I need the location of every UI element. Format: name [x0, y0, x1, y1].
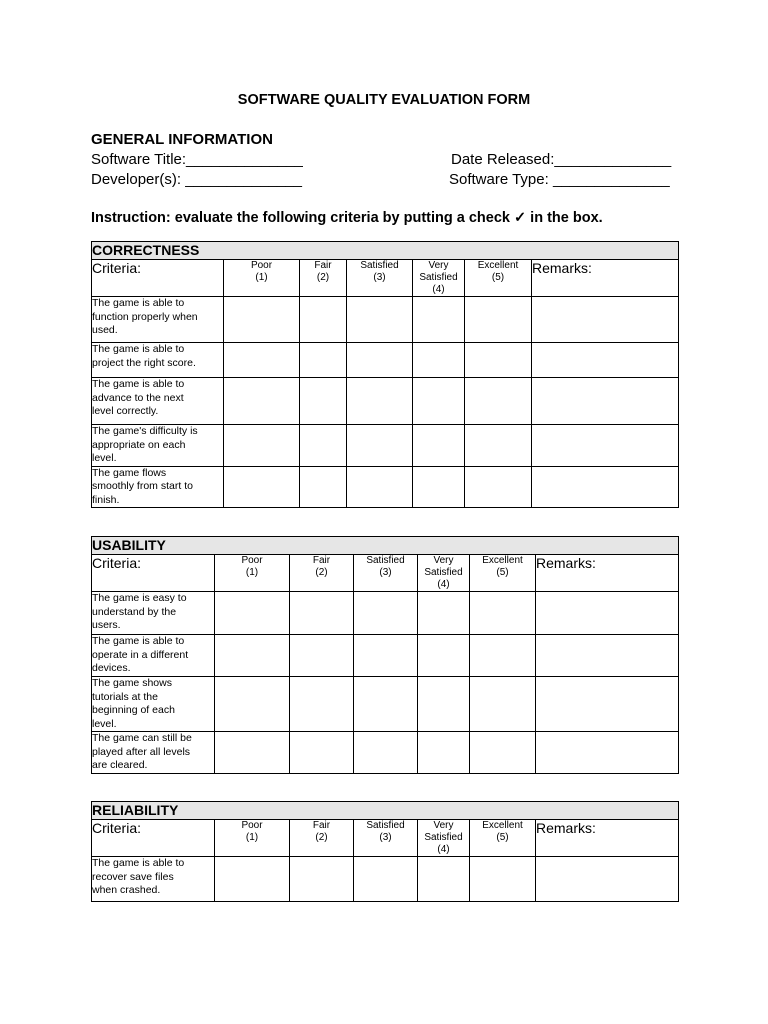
very-satisfied-checkbox-cell[interactable]	[418, 857, 470, 902]
satisfied-header-line: Satisfied	[360, 260, 399, 271]
criterion-line: level.	[92, 717, 117, 730]
form-title: SOFTWARE QUALITY EVALUATION FORM	[237, 92, 531, 108]
remarks-cell[interactable]	[536, 592, 679, 635]
excellent-header-line: (5)	[496, 832, 509, 843]
criterion-line: project the right score.	[92, 356, 196, 369]
criterion-line: recover save files	[92, 870, 174, 883]
fair-checkbox-cell[interactable]	[300, 297, 347, 343]
fair-header-line: (2)	[315, 567, 328, 578]
very-satisfied-header	[418, 820, 470, 857]
criteria-header: Criteria:	[92, 260, 224, 297]
satisfied-checkbox-cell[interactable]	[354, 857, 418, 902]
excellent-checkbox-cell[interactable]	[470, 857, 536, 902]
fair-checkbox-cell[interactable]	[290, 857, 354, 902]
excellent-checkbox-cell[interactable]	[465, 343, 532, 378]
criterion-line: understand by the	[92, 605, 177, 618]
poor-checkbox-cell[interactable]	[224, 425, 300, 467]
poor-header-line: Poor	[250, 260, 273, 271]
excellent-header	[470, 555, 536, 592]
very-satisfied-checkbox-cell[interactable]	[418, 677, 470, 732]
excellent-checkbox-cell[interactable]	[465, 297, 532, 343]
usability-section-title: USABILITY	[92, 537, 679, 555]
fair-header-line: Fair	[312, 820, 331, 831]
poor-header	[215, 555, 290, 592]
very-satisfied-header-line: Very	[433, 555, 454, 566]
very-satisfied-header-line: Satisfied	[419, 272, 458, 283]
table-row	[92, 425, 679, 467]
usability-table	[91, 536, 679, 774]
reliability-table	[91, 801, 679, 902]
criterion-line: beginning of each	[92, 704, 175, 716]
satisfied-checkbox-cell[interactable]	[347, 425, 413, 467]
poor-header	[224, 260, 300, 297]
poor-checkbox-cell[interactable]	[215, 857, 290, 902]
fair-checkbox-cell[interactable]	[290, 592, 354, 635]
table-row	[92, 677, 679, 732]
criterion-line: tutorials at the	[92, 690, 158, 703]
very-satisfied-checkbox-cell[interactable]	[413, 378, 465, 425]
fair-header-line: (2)	[316, 272, 330, 283]
satisfied-header-line: Satisfied	[366, 820, 405, 831]
very-satisfied-header	[418, 555, 470, 592]
satisfied-header-line: (3)	[373, 272, 386, 283]
criterion-line: The game's difficulty is	[92, 425, 198, 437]
excellent-checkbox-cell[interactable]	[470, 635, 536, 677]
fair-checkbox-cell[interactable]	[300, 378, 347, 425]
criterion-line: The game can still be	[92, 732, 192, 744]
poor-checkbox-cell[interactable]	[215, 677, 290, 732]
very-satisfied-checkbox-cell[interactable]	[418, 592, 470, 635]
excellent-header-line: Excellent	[482, 555, 523, 566]
criterion-line: level.	[92, 452, 117, 464]
fair-header	[290, 555, 354, 592]
criterion-label	[92, 343, 224, 378]
excellent-header	[470, 820, 536, 857]
satisfied-checkbox-cell[interactable]	[354, 592, 418, 635]
fair-header-line: Fair	[312, 555, 331, 566]
fair-checkbox-cell[interactable]	[290, 677, 354, 732]
remarks-header: Remarks:	[532, 260, 679, 297]
satisfied-checkbox-cell[interactable]	[354, 677, 418, 732]
satisfied-header	[347, 260, 413, 297]
poor-header-line: (1)	[245, 567, 259, 578]
remarks-cell[interactable]	[536, 732, 679, 774]
remarks-header: Remarks:	[536, 820, 679, 857]
satisfied-header-line: (3)	[379, 567, 392, 578]
remarks-header: Remarks:	[536, 555, 679, 592]
poor-checkbox-cell[interactable]	[215, 635, 290, 677]
table-row	[92, 635, 679, 677]
poor-checkbox-cell[interactable]	[224, 378, 300, 425]
criterion-label	[92, 466, 224, 508]
satisfied-checkbox-cell[interactable]	[347, 378, 413, 425]
developers-field[interactable]: Developer(s): ______________	[91, 171, 302, 188]
remarks-cell[interactable]	[536, 677, 679, 732]
satisfied-checkbox-cell[interactable]	[347, 343, 413, 378]
remarks-cell[interactable]	[532, 425, 679, 467]
very-satisfied-header-line: Satisfied	[424, 832, 463, 843]
poor-checkbox-cell[interactable]	[215, 592, 290, 635]
table-row	[92, 378, 679, 425]
criterion-label	[92, 592, 215, 635]
satisfied-header	[354, 555, 418, 592]
criterion-line: are cleared.	[92, 759, 148, 771]
excellent-checkbox-cell[interactable]	[465, 425, 532, 467]
excellent-header-line: Excellent	[482, 820, 523, 831]
fair-header-line: Fair	[314, 260, 332, 271]
criterion-label	[92, 297, 224, 343]
satisfied-checkbox-cell[interactable]	[347, 297, 413, 343]
fair-checkbox-cell[interactable]	[290, 732, 354, 774]
fair-header-line: (2)	[315, 832, 328, 843]
criterion-line: advance to the next	[92, 391, 184, 404]
very-satisfied-header-line: Very	[433, 820, 454, 831]
poor-checkbox-cell[interactable]	[224, 466, 300, 508]
criterion-line: The game is able to	[92, 378, 185, 390]
very-satisfied-header-line: (4)	[437, 844, 450, 855]
very-satisfied-header-line: Satisfied	[424, 567, 463, 578]
criterion-label	[92, 857, 215, 902]
excellent-checkbox-cell[interactable]	[470, 592, 536, 635]
very-satisfied-header	[413, 260, 465, 297]
fair-header	[290, 820, 354, 857]
poor-header-line: (1)	[245, 832, 259, 843]
poor-checkbox-cell[interactable]	[224, 343, 300, 378]
criterion-line: The game is easy to	[92, 592, 187, 604]
criterion-label	[92, 732, 215, 774]
criterion-label	[92, 425, 224, 467]
criteria-header: Criteria:	[92, 555, 215, 592]
criterion-label	[92, 635, 215, 677]
very-satisfied-header-line: Very	[428, 260, 449, 271]
very-satisfied-checkbox-cell[interactable]	[413, 466, 465, 508]
criterion-line: when crashed.	[92, 884, 161, 896]
table-row	[92, 343, 679, 378]
criterion-line: used.	[92, 324, 118, 336]
very-satisfied-checkbox-cell[interactable]	[413, 297, 465, 343]
satisfied-header-line: (3)	[379, 832, 392, 843]
remarks-cell[interactable]	[532, 343, 679, 378]
remarks-cell[interactable]	[532, 297, 679, 343]
very-satisfied-checkbox-cell[interactable]	[413, 425, 465, 467]
remarks-cell[interactable]	[536, 857, 679, 902]
very-satisfied-header-line: (4)	[437, 579, 450, 590]
criterion-line: played after all levels	[92, 745, 191, 758]
table-row	[92, 466, 679, 508]
excellent-checkbox-cell[interactable]	[465, 378, 532, 425]
poor-header	[215, 820, 290, 857]
criterion-line: users.	[92, 619, 121, 631]
remarks-cell[interactable]	[532, 466, 679, 508]
very-satisfied-checkbox-cell[interactable]	[418, 732, 470, 774]
excellent-header-line: (5)	[496, 567, 509, 578]
table-row	[92, 732, 679, 774]
poor-checkbox-cell[interactable]	[224, 297, 300, 343]
fair-checkbox-cell[interactable]	[300, 466, 347, 508]
date-released-field[interactable]: Date Released:______________	[451, 151, 672, 168]
remarks-cell[interactable]	[532, 378, 679, 425]
criterion-line: finish.	[92, 493, 120, 506]
very-satisfied-checkbox-cell[interactable]	[413, 343, 465, 378]
criterion-line: The game is able to	[92, 297, 185, 309]
very-satisfied-header-line: (4)	[432, 284, 445, 295]
table-row	[92, 592, 679, 635]
criterion-line: operate in a different	[92, 648, 189, 661]
poor-checkbox-cell[interactable]	[215, 732, 290, 774]
fair-checkbox-cell[interactable]	[300, 343, 347, 378]
fair-checkbox-cell[interactable]	[290, 635, 354, 677]
excellent-header	[465, 260, 532, 297]
criterion-label	[92, 677, 215, 732]
fair-header	[300, 260, 347, 297]
criterion-line: smoothly from start to	[92, 480, 193, 492]
criterion-line: The game is able to	[92, 857, 185, 869]
rating-header-row	[92, 820, 679, 857]
software-type-field[interactable]: Software Type: ______________	[449, 171, 670, 188]
poor-header-line: Poor	[241, 555, 263, 566]
table-row	[92, 297, 679, 343]
instruction-text: Instruction: evaluate the following criteria by putting a check ✓ in the box.	[91, 210, 603, 226]
excellent-checkbox-cell[interactable]	[470, 732, 536, 774]
criterion-line: The game is able to	[92, 635, 185, 647]
criterion-line: The game shows	[92, 677, 172, 689]
correctness-table	[91, 241, 679, 508]
criteria-header: Criteria:	[92, 820, 215, 857]
criterion-line: appropriate on each	[92, 438, 186, 451]
excellent-checkbox-cell[interactable]	[470, 677, 536, 732]
general-information-heading: GENERAL INFORMATION	[91, 131, 273, 148]
satisfied-checkbox-cell[interactable]	[347, 466, 413, 508]
rating-header-row	[92, 260, 679, 297]
satisfied-header	[354, 820, 418, 857]
satisfied-checkbox-cell[interactable]	[354, 635, 418, 677]
criterion-line: devices.	[92, 662, 131, 674]
very-satisfied-checkbox-cell[interactable]	[418, 635, 470, 677]
table-row	[92, 857, 679, 902]
satisfied-header-line: Satisfied	[366, 555, 405, 566]
fair-checkbox-cell[interactable]	[300, 425, 347, 467]
satisfied-checkbox-cell[interactable]	[354, 732, 418, 774]
criterion-line: function properly when	[92, 310, 198, 323]
rating-header-row	[92, 555, 679, 592]
reliability-section-title: RELIABILITY	[92, 802, 679, 820]
criterion-label	[92, 378, 224, 425]
remarks-cell[interactable]	[536, 635, 679, 677]
excellent-checkbox-cell[interactable]	[465, 466, 532, 508]
criterion-line: The game flows	[92, 466, 167, 479]
software-title-field[interactable]: Software Title:______________	[91, 151, 303, 168]
poor-header-line: (1)	[255, 272, 268, 283]
poor-header-line: Poor	[241, 820, 263, 831]
criterion-line: The game is able to	[92, 343, 185, 355]
excellent-header-line: (5)	[491, 272, 505, 283]
excellent-header-line: Excellent	[477, 260, 519, 271]
criterion-line: level correctly.	[92, 405, 159, 417]
correctness-section-title: CORRECTNESS	[92, 242, 679, 260]
